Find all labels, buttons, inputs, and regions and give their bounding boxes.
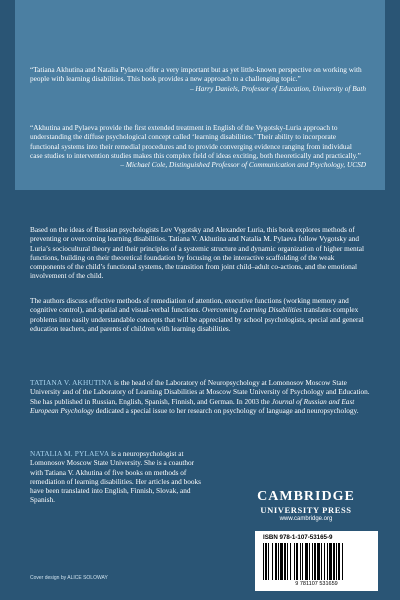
barcode-box: [255, 531, 378, 591]
quote-text: “Akhutina and Pylaeva provide the first extended treatment in English of the Vygotsky-Luria approach to understanding the diffuse psychological concept called ‘learning disabilities.’ Their ability to incorporate functional systems into their remedial procedures and to provide converging evidence ranging from individual case studies to intervention studies makes this complex field of ideas exciting, both theoretically and practically.”: [30, 123, 361, 160]
publisher-url: www.cambridge.org: [279, 516, 333, 522]
review-quote-1: [30, 65, 366, 93]
cover-credit: Cover design by ALICE SOLOWAY: [30, 575, 108, 581]
publisher-name: CAMBRIDGE: [257, 489, 355, 504]
quote-attribution: – Michael Cole, Distinguished Professor of Communication and Psychology, UCSD: [120, 160, 366, 170]
description-paragraph-2: [30, 296, 370, 333]
publisher-logo: [242, 487, 370, 529]
author-name: NATALIA M. PYLAEVA: [30, 449, 110, 458]
bio-text: is a neuropsychologist at Lomonosov Moscow State University. She is a coauthor with Tatiana V. Akhutina of five books on methods of remediation of learning disabilities. Her articles and books have been translated into English, Finnish, Slovak, and Spanish.: [30, 449, 202, 505]
isbn-label: ISBN 978-1-107-53165-9: [263, 534, 333, 541]
description-text: The authors discuss effective methods of remediation of attention, executive functions (working memory and cognitive control), and spatial and visual-verbal functions.: [30, 296, 349, 315]
book-title: Overcoming Learning Disabilities: [202, 305, 302, 315]
description-paragraph-1: Based on the ideas of Russian psychologists Lev Vygotsky and Alexander Luria, this book explores methods of preventing or overcoming learning disabilities. Tatiana V. Akhutina and Natalia M. Pylaeva follow Vygotsky and Luria’s sociocultural theory and their principles of a systemic structure and dynamic organization of higher mental functions, building on their theoretical foundation by focusing on the interactive scaffolding of the weak components of the child’s functional systems, the transition from joint child–adult co-actions, and the emotional involvement of the child.: [30, 225, 364, 281]
bio-text: dedicated a special issue to her research on psychology of language and neuropsychology.: [93, 405, 359, 415]
author-bio-akhutina: [30, 378, 370, 415]
barcode-icon: [263, 543, 370, 580]
review-quote-2: [30, 123, 366, 169]
barcode-number: 9 781107 531659: [295, 581, 338, 587]
publisher-sub: UNIVERSITY PRESS: [260, 505, 352, 515]
description-text: translates complex problems into easily understandable concepts that will be appreciated by school psychologists, special and general education teachers, and parents of children with learning disabilities.: [30, 305, 364, 333]
journal-title: Journal of Russian and East European Psychology: [30, 396, 355, 415]
quote-text: “Tatiana Akhutina and Natalia Pylaeva offer a very important but as yet little-known perspective on working with people with learning disabilities. This book provides a new approach to a challenging topic.”: [30, 65, 362, 84]
quote-attribution: – Harry Daniels, Professor of Education, University of Bath: [189, 83, 366, 93]
author-bio-pylaeva: [30, 449, 206, 505]
bio-text: is the head of the Laboratory of Neuropsychology at Lomonosov Moscow State University and of the Laboratory of Learning Disabilities at Moscow State University of Psychology and Education. She has published in Russian, English, Spanish, Finnish, and German. In 2003 the: [30, 378, 370, 406]
author-name: TATIANA V. AKHUTINA: [30, 378, 113, 387]
